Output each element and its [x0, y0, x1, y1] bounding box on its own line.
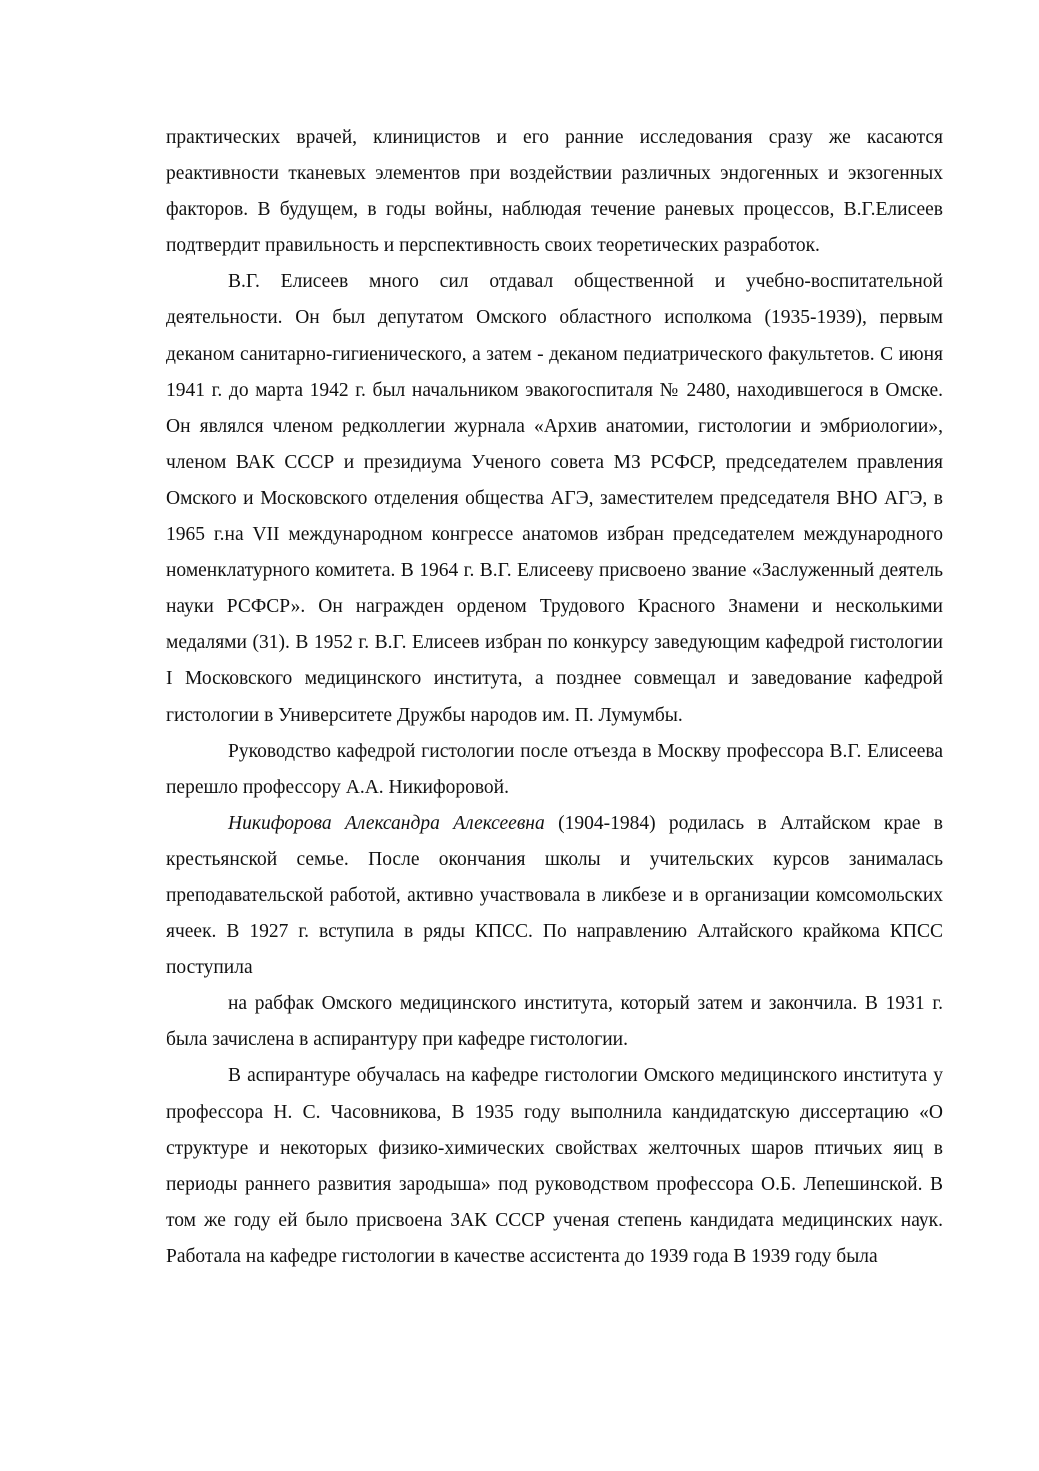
- paragraph-2: В.Г. Елисеев много сил отдавал общественной и учебно-воспитательной деятельности. Он был депутатом Омского областного исполкома (1935-1939), первым деканом санитарно-гигиенического, а затем - деканом педиатрического факультетов. С июня 1941 г. до марта 1942 г. был начальником эвакогоспиталя № 2480, находившегося в Омске. Он являлся членом редколлегии журнала «Архив анатомии, гистологии и эмбриологии», членом ВАК СССР и президиума Ученого совета МЗ РСФСР, председателем правления Омского и Московского отделения общества АГЭ, заместителем председателя ВНО АГЭ, в 1965 г.на VII международном конгрессе анатомов избран председателем международного номенклатурного комитета. В 1964 г. В.Г. Елисееву присвоено звание «Заслуженный деятель науки РСФСР». Он награжден орденом Трудового Красного Знамени и несколькими медалями (31). В 1952 г. В.Г. Елисеев избран по конкурсу заведующим кафедрой гистологии I Московского медицинского института, а позднее совмещал и заведование кафедрой гистологии в Университете Дружбы народов им. П. Лумумбы.: [166, 271, 943, 726]
- body-text: [166, 120, 943, 1275]
- paragraph-5: на рабфак Омского медицинского института, который затем и закончила. В 1931 г. была зачислена в аспирантуру при кафедре гистологии.: [166, 993, 943, 1051]
- paragraph-4: [166, 806, 943, 986]
- paragraph-3: Руководство кафедрой гистологии после отъезда в Москву профессора В.Г. Елисеева перешло профессору А.А. Никифоровой.: [166, 740, 943, 798]
- person-name-italic: Никифорова Александра Алексеевна: [228, 812, 545, 834]
- paragraph-1: практических врачей, клиницистов и его ранние исследования сразу же касаются реактивности тканевых элементов при воздействии различных эндогенных и экзогенных факторов. В будущем, в годы войны, наблюдая течение раневых процессов, В.Г.Елисеев подтвердит правильность и перспективность своих теоретических разработок.: [166, 127, 943, 257]
- paragraph-4-text: (1904-1984) родилась в Алтайском крае в крестьянской семье. После окончания школы и учительских курсов занималась преподавательской работой, активно участвовала в ликбезе и в организации комсомольских ячеек. В 1927 г. вступила в ряды КПСС. По направлению Алтайского крайкома КПСС поступила: [166, 812, 943, 979]
- paragraph-6: В аспирантуре обучалась на кафедре гистологии Омского медицинского института у профессора Н. С. Часовникова, В 1935 году выполнила кандидатскую диссертацию «О структуре и некоторых физико-химических свойствах желточных шаров птичьих яиц в периоды раннего развития зародыша» под руководством профессора О.Б. Лепешинской. В том же году ей было присвоена ЗАК СССР ученая степень кандидата медицинских наук. Работала на кафедре гистологии в качестве ассистента до 1939 года В 1939 году была: [166, 1065, 943, 1267]
